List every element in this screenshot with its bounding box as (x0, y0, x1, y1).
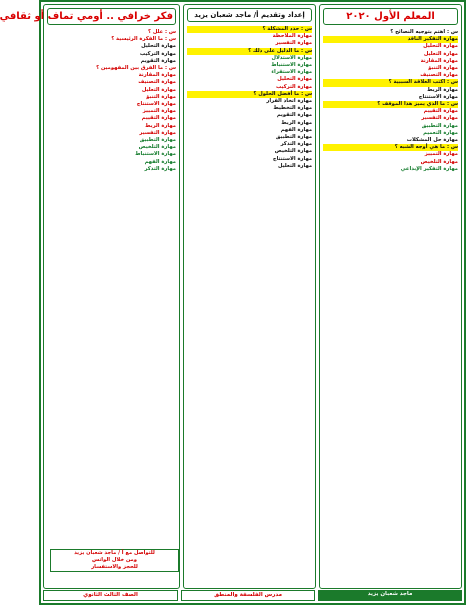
text-line: مهارة التلخيص (420, 158, 458, 165)
text-line: مهارة التحليل (423, 43, 458, 50)
column-right (319, 4, 462, 589)
column-middle-title: إعداد وتقديم أ/ ماجد شعبان يزيد (187, 8, 312, 22)
text-line: مهارة التعليل (278, 162, 313, 169)
text-line: مهارة الاستقراء (271, 69, 313, 76)
text-line: مهارة الاستنتاج (272, 155, 313, 162)
text-line: مهارة التعليل (141, 86, 176, 93)
column-right-title: المعلم الأول ٢٠٢٠ (323, 8, 458, 25)
text-line: س : حدد المشكلة ؟ (187, 26, 312, 33)
text-line: مهارة الفهم (144, 158, 176, 165)
column-left (0, 4, 180, 589)
contact-line: للحجز والاستفسار (91, 564, 138, 570)
text-line: مهارة الملاحظة (272, 33, 313, 40)
text-line: مهارة التذكر (144, 165, 176, 172)
text-line: مهارة التذكر (280, 141, 313, 148)
columns-container (0, 4, 462, 589)
text-line: مهارة التلخيص (274, 148, 313, 155)
text-line: مهارة التحليل (141, 43, 176, 50)
contact-line: ومن خلال الواتس (92, 557, 137, 563)
text-line: مهارة الاستدلال (271, 54, 313, 61)
text-line: مهارة التفسير (139, 129, 176, 136)
column-left-lines (47, 29, 176, 173)
text-line: مهارة اتخاذ القرار (266, 98, 313, 105)
text-line: س : ما الفرق بين المفهومين ؟ (96, 65, 176, 72)
text-line: مهارة التفكير الناقد (323, 36, 458, 43)
text-line: مهارة التعليل (423, 50, 458, 57)
text-line: مهارة التصنيف (420, 72, 458, 79)
text-line: س : اكتب العلاقة السببية ؟ (323, 79, 458, 86)
text-line: مهارة التطبيق (139, 137, 176, 144)
text-line: مهارة الاستنتاج (136, 101, 176, 108)
text-line: مهارة التحليل (277, 76, 313, 83)
text-line: مهارة التقييم (423, 108, 458, 115)
text-line: مهارة المقارنة (138, 72, 176, 79)
text-line: مهارة الاستنتاج (418, 93, 458, 100)
text-line: س : ما الفكرة الرئيسية ؟ (111, 36, 176, 43)
text-line: مهارة التفسير (275, 40, 313, 47)
column-middle (183, 4, 316, 589)
contact-box (50, 549, 179, 572)
footer-right-band: ماجد شعبان يزيد (318, 590, 462, 601)
text-line: مهارة التقويم (276, 112, 313, 119)
text-line: مهارة التقييم (141, 115, 176, 122)
text-line: مهارة الربط (281, 119, 313, 126)
text-line: مهارة الاستنباط (135, 151, 176, 158)
text-line: مهارة التفكير الإبداعي (400, 165, 458, 172)
text-line: س : علل ؟ (148, 29, 176, 35)
text-line: مهارة التعميم (423, 129, 458, 136)
footer-left-band: الصف الثالث الثانوي (43, 590, 178, 601)
text-line: مهارة الربط (427, 86, 458, 93)
text-line: مهارة التركيب (275, 83, 313, 90)
text-line: مهارة التطبيق (275, 134, 313, 141)
text-line: مهارة التصنيف (138, 79, 176, 86)
text-line: مهارة التنبؤ (146, 93, 176, 100)
text-line: مهارة التخطيط (273, 105, 313, 112)
footer-band (43, 590, 462, 601)
text-line: مهارة التفسير (421, 115, 458, 122)
column-middle-lines (187, 26, 312, 170)
text-line: س : اهتم بتوجيه النصائح ؟ (390, 29, 458, 35)
text-line: س : ما الدليل على ذلك ؟ (187, 48, 312, 55)
text-line: مهارة التطبيق (421, 122, 458, 129)
text-line: مهارة التلخيص (138, 144, 176, 151)
text-line: مهارة المقارنة (420, 57, 458, 64)
text-line: س : ما هي أوجه الشبه ؟ (323, 144, 458, 151)
text-line: مهارة الفهم (280, 126, 313, 133)
text-line: مهارة التركيب (139, 50, 176, 57)
text-line: مهارة التقويم (140, 57, 176, 64)
footer-middle-band: مدرس الفلسفة والمنطق (181, 590, 315, 601)
column-left-title: فكر خرافي .. أومي تماف أو ثقافي (47, 8, 176, 25)
text-line: مهارة التنبؤ (428, 65, 458, 72)
text-line: مهارة الربط (145, 122, 176, 129)
text-line: مهارة التمييز (142, 108, 176, 115)
column-right-lines (323, 29, 458, 173)
text-line: مهارة التمييز (424, 151, 458, 158)
text-line: مهارة حل المشكلات (406, 137, 458, 144)
text-line: س : ما أفضل الحلول ؟ (187, 91, 312, 98)
contact-line: للتواصل مع أ / ماجد شعبان يزيد (74, 550, 155, 556)
text-line: س : ما الذي يميز هذا الموقف ؟ (323, 101, 458, 108)
text-line: مهارة الاستنباط (271, 62, 313, 69)
